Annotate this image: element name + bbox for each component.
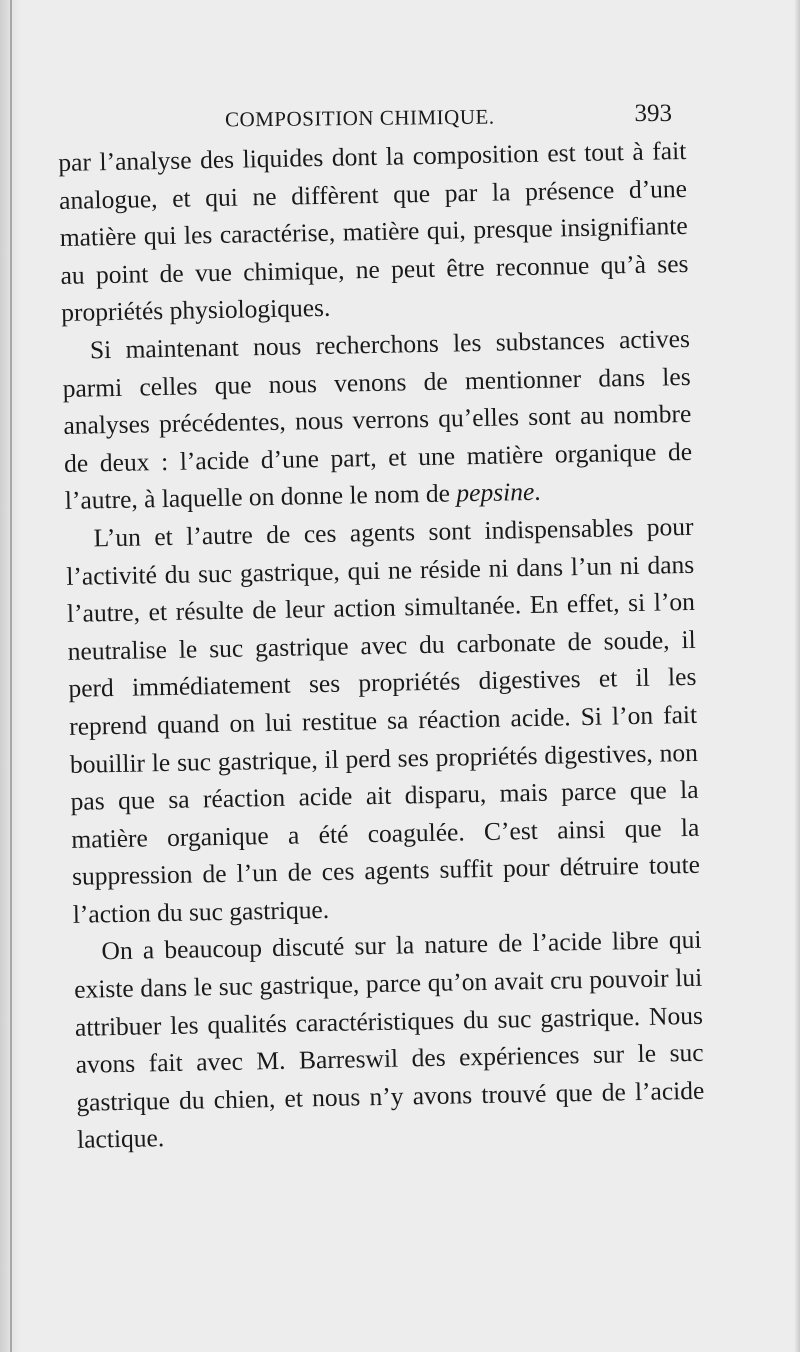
paragraph-free-acid: On a beaucoup discuté sur la nature de l’acide libre qui existe dans le suc gastrique, parce qu’on avait cru pouvoir lui attribuer les qualités caractéristiques du suc gastrique. Nous avons fait avec M. Barreswil des expériences sur le suc gastrique du chien, et nous n’y avons trouvé que de l’acide lactique.	[73, 925, 705, 1155]
page-number: 393	[634, 100, 672, 127]
running-head	[50, 100, 680, 134]
body-text	[58, 132, 705, 1159]
paragraph-text: Si maintenant nous recherchons les substances actives parmi celles que nous venons de mentionner dans les analyses précédentes, nous verrons qu’elles sont au nombre de deux : l’acide d’une part, et une matière organique de l’autre, à laquelle on donne le nom de	[62, 323, 693, 516]
paragraph-active-substances	[62, 320, 693, 520]
page-right-edge	[794, 0, 800, 1352]
paragraph-continuation: par l’analyse des liquides dont la composition est tout à fait analogue, et qui ne diffèrent que par la présence d’une matière qui les caractérise, matière qui, presque insignifiante au point de vue chimique, ne peut être reconnue qu’à ses propriétés physiologiques.	[58, 135, 689, 328]
paragraph-agents: L’un et l’autre de ces agents sont indispensables pour l’activité du suc gastrique, qui ne réside ni dans l’un ni dans l’autre, et résulte de leur action simultanée. En effet, si l’on neutralise le suc gastrique avec du carbonate de soude, il perd immédiatement ses propriétés digestives et il les reprend quand on lui restitue sa réaction acide. Si l’on fait bouillir le suc gastrique, il perd ses propriétés digestives, non pas que sa réaction acide ait disparu, mais parce que la matière organique a été coagulée. C’est ainsi que la suppression de l’un de ces agents suffit pour détruire toute l’action du suc gastrique.	[66, 511, 701, 929]
italic-term: pepsine	[456, 477, 535, 508]
paragraph-text-end: .	[533, 477, 541, 507]
page-binding-shadow	[10, 0, 12, 1352]
running-title: COMPOSITION CHIMIQUE.	[224, 104, 495, 132]
